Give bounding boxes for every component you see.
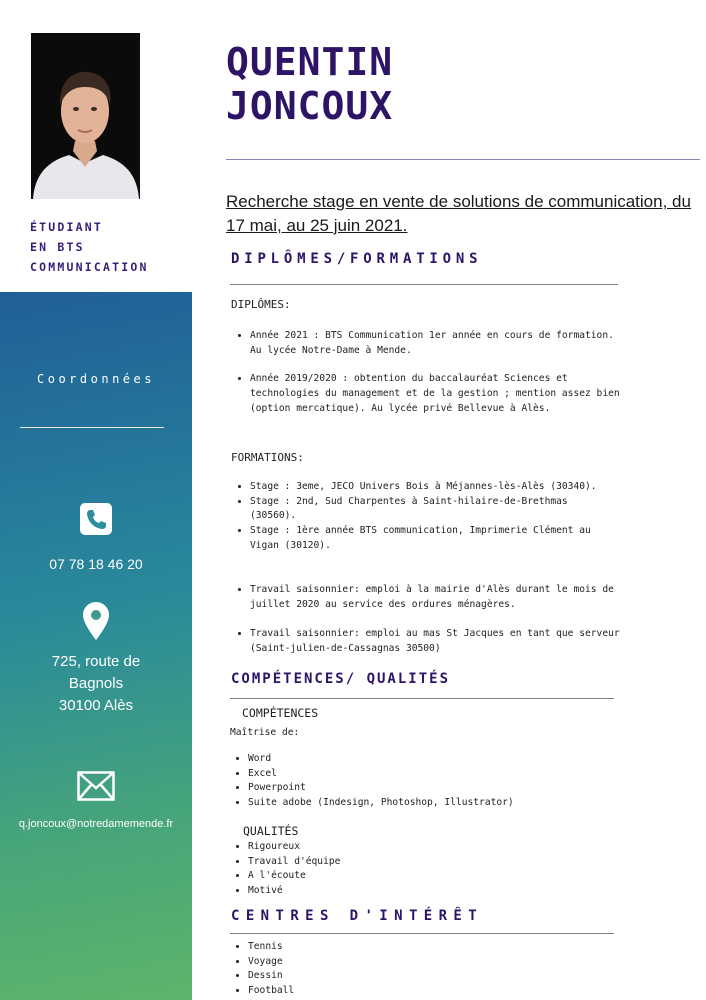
list-item: • Tennis <box>248 940 548 955</box>
section-divider <box>230 698 614 699</box>
status-title: ÉTUDIANT EN BTS COMMUNICATION <box>30 220 149 274</box>
list-item: • Stage : 2nd, Sud Charpentes à Saint-hilaire-de-Brethmas (30560). <box>250 495 610 524</box>
list-item: • Stage : 1ère année BTS communication, Imprimerie Clément au Vigan (30120). <box>250 524 610 553</box>
list-item: • Excel <box>248 767 608 782</box>
portrait-image <box>31 33 140 199</box>
maitrise-label: Maîtrise de: <box>230 727 300 738</box>
diplomes-label: DIPLÔMES: <box>231 298 291 311</box>
section-divider <box>230 284 618 285</box>
list-item: • A l'écoute <box>248 869 548 884</box>
address-line: Bagnols <box>68 675 124 692</box>
list-item: • Dessin <box>248 969 548 984</box>
diplomes-list <box>232 329 620 417</box>
list-item: • Word <box>248 752 608 767</box>
travail-list <box>232 627 622 656</box>
intro-statement: Recherche stage en vente de solutions de communication, du 17 mai, au 25 juin 2021. <box>226 192 691 235</box>
address-line: 30100 Alès <box>58 697 134 714</box>
interets-list <box>230 940 548 999</box>
section-title-competences: COMPÉTENCES/ QUALITÉS <box>231 671 451 687</box>
competences-label: COMPÉTENCES <box>242 706 319 720</box>
address-line: 725, route de <box>51 653 141 670</box>
formations-list <box>232 480 610 554</box>
name-divider <box>226 159 700 160</box>
list-item: • Travail d'équipe <box>248 855 548 870</box>
section-divider <box>230 933 614 934</box>
formations-label: FORMATIONS: <box>231 451 304 464</box>
skills-list <box>230 752 608 811</box>
section-title-diplomes: DIPLÔMES/FORMATIONS <box>231 251 483 267</box>
list-item: • Powerpoint <box>248 781 608 796</box>
section-title-interets: CENTRES D'INTÉRÊT <box>231 908 484 924</box>
list-item: • Année 2021 : BTS Communication 1er année en cours de formation. Au lycée Notre-Dame à Mende. <box>250 329 620 358</box>
first-name: QUENTIN <box>226 40 394 84</box>
sidebar-panel <box>0 292 192 1000</box>
list-item: • Voyage <box>248 955 548 970</box>
map-pin-icon <box>0 602 192 644</box>
profile-photo <box>31 33 140 199</box>
list-item: • Suite adobe (Indesign, Photoshop, Illustrator) <box>248 796 608 811</box>
list-item: • Travail saisonnier: emploi à la mairie d'Alès durant le mois de juillet 2020 au service des ordures ménagères. <box>250 583 622 612</box>
list-item: • Football <box>248 984 548 999</box>
address <box>0 651 192 717</box>
coordinates-heading: Coordonnées <box>37 372 155 386</box>
full-name <box>226 40 393 128</box>
phone-number[interactable]: 07 78 18 46 20 <box>49 556 143 572</box>
coordinates-divider <box>20 427 164 428</box>
list-item: • Année 2019/2020 : obtention du baccalauréat Sciences et technologies du management et de la gestion ; mention assez bien (option mercatique). Au lycée privé Bellevue à Alès. <box>250 372 620 416</box>
qualites-list <box>230 840 548 899</box>
last-name: JONCOUX <box>226 84 394 128</box>
list-item: • Rigoureux <box>248 840 548 855</box>
travail-list <box>232 583 622 612</box>
phone-icon <box>0 503 192 539</box>
list-item: • Travail saisonnier: emploi au mas St Jacques en tant que serveur (Saint-julien-de-Cassagnas 30500) <box>250 627 622 656</box>
envelope-icon <box>0 771 192 805</box>
list-item: • Motivé <box>248 884 548 899</box>
email-link[interactable]: q.joncoux@notredamemende.fr <box>18 818 174 830</box>
qualites-label: QUALITÉS <box>243 824 299 838</box>
list-item: • Stage : 3eme, JECO Univers Bois à Méjannes-lès-Alès (30340). <box>250 480 610 495</box>
